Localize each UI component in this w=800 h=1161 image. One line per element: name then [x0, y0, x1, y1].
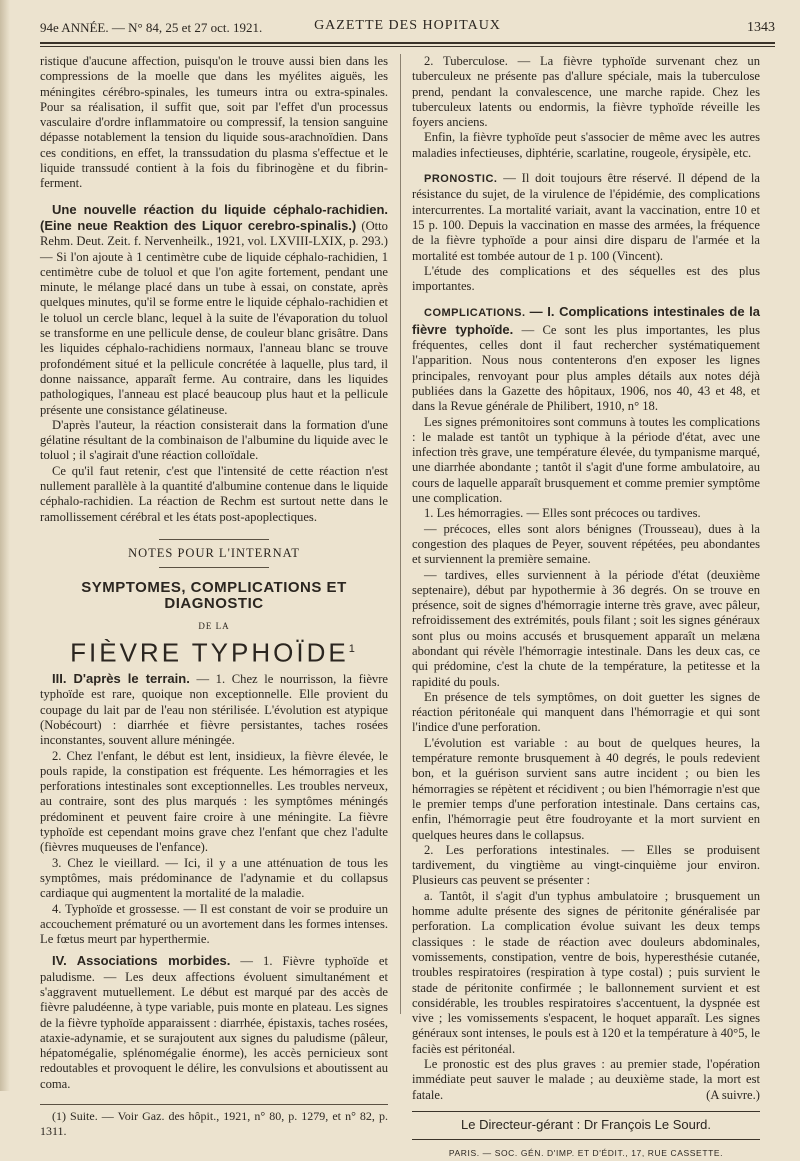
- paragraph-text: Le pronostic est des plus graves : au premier stade, l'opération immédiate peut sauver le malade ; au deuxième stade, la mort est fatale.: [412, 1057, 760, 1102]
- journal-title: GAZETTE DES HOPITAUX: [314, 18, 501, 33]
- paragraph: ristique d'aucune affection, puisqu'on le trouve aussi bien dans les compressions de la moelle que dans les myélites aiguës, les méningites cérébro-spinales, les tumeurs intra ou extra-spinales. Pour sa réalisation, il suffit que, soit par l'effet d'un processus vasculaire d'ordre inflammatoire ou compressif, la tension sanguine dépasse notablement la tension du liquide sous-arachnoïdien. Dans ces conditions, en effet, la transsudation du plasma s'effectue et le liquide transsudé contient à la fois du fibrinogène et du fibrin-ferment.: [40, 54, 388, 191]
- paragraph: [40, 671, 388, 748]
- paragraph-text: — 1. Chez le nourrisson, la fièvre typhoïde est rare, quoique non exceptionnelle. Elle provient du coupage du lait par de l'eau non stérilisée. L'évolution est atypique (Nobécourt) : diarrhée et fièvre persistantes, taches rosées inconstantes, souvent allure méningée.: [40, 672, 388, 748]
- footnote: (1) Suite. — Voir Gaz. des hôpit., 1921, n° 80, p. 1279, et n° 82, p. 1311.: [40, 1109, 388, 1139]
- paragraph-text: — 1. Fièvre typhoïde et paludisme. — Les deux affections évoluent simultanément et s'aggravent mutuellement. Le début est marqué par des accès de fièvre paludéenne, à type variable, puis monte en plateau. Les signes de la fièvre typhoïde apparaissent : diarrhée, épistaxis, taches rosées, ataxie-adynamie, et se surajoutent aux signes du paludisme (pâleur, hépatomégalie, splénomégalie énorme), les accès pernicieux sont redoutables et provoquent le délire, les convulsions et aboutissent au coma.: [40, 954, 388, 1091]
- paragraph: Ce qu'il faut retenir, c'est que l'intensité de cette réaction n'est nullement parallèle à la quantité d'albumine contenue dans le liquide céphalo-rachidien. La réaction de Rechm est surtout nette dans le ramollissement cérébral et les états post-apoplectiques.: [40, 463, 388, 524]
- article-subtitle: DE LA: [198, 620, 230, 631]
- paragraph: — tardives, elles surviennent à la période d'état (deuxième septenaire), début par hypothermie à 36 degrés. On se trouve en présence, soit de signes d'hémorragie interne très grave, avec pâleur, refroidissement des extrémités, pouls filant ; soit les signes généraux sont plus ou moins accusés et brusquement apparaît un melæna abondant qui révèle l'hémorragie intestinale. Dans les deux cas, ce qui prédomine, c'est la chute de la température, la petitesse et la rapidité du pouls.: [412, 567, 760, 689]
- section-rule: [159, 567, 269, 568]
- paragraph: En présence de tels symptômes, on doit guetter les signes de réaction péritonéale qui manquent dans l'hémorragie et qui sont l'indice d'une perforation.: [412, 689, 760, 735]
- paragraph: [412, 304, 760, 414]
- director-name: Le Directeur-gérant : Dr François Le Sourd.: [461, 1116, 711, 1132]
- paragraph: [412, 171, 760, 264]
- footnote-rule: [40, 1104, 388, 1105]
- paragraph: L'évolution est variable : au bout de quelques heures, la température remonte brusquement à 40 degrés, le pouls redevient bon, et la guérison survient sans autre incident ; ou bien les hémorragies se répètent et récidivent ; ou bien l'hémorragie n'est que le premier temps d'une perforation intestinale. Dans certains cas, enfin, l'hémorragie peut être foudroyante et la mort survient en quelques heures dans le collapsus.: [412, 735, 760, 842]
- article-reaction: [40, 202, 388, 418]
- header-rule: [40, 46, 775, 47]
- article-title: SYMPTOMES, COMPLICATIONS ET DIAGNOSTIC: [81, 579, 347, 612]
- columns: [40, 54, 775, 1159]
- page-header: [40, 14, 775, 44]
- column-divider: [400, 54, 401, 1014]
- to-be-continued: (A suivre.): [706, 1087, 760, 1102]
- page-number: 1343: [747, 20, 775, 35]
- section-rule: [159, 539, 269, 540]
- page-binding-shadow: [0, 0, 10, 1091]
- paragraph: 4. Typhoïde et grossesse. — Il est constant de voir se produire un accouchement prématuré ou un avortement dans les formes intenses. Le fœtus meurt par hyperthermie.: [40, 901, 388, 947]
- main-title-text: FIÈVRE TYPHOÏDE: [70, 637, 349, 668]
- paragraph: L'étude des complications et des séquelles est des plus importantes.: [412, 263, 760, 294]
- paragraph: — Si l'on ajoute à 1 centimètre cube de liquide céphalo-rachidien, 1 centimètre cube de toluol et que l'on agite fortement, pendant une minute, le mélange placé dans un tube à essai, on constate, après quelques minutes, qu'il se forme entre le liquide céphalo-rachidien et le toluol un cercle blanc, lequel à la suite de l'évaporation du toluol se transforme en une pellicule dense, de couleur blanc grisâtre. Dans les liquides céphalo-rachidiens normaux, l'anneau blanc se trouve profondément situé et la pellicule concrétée à laquelle, plus tard, il donne naissance, apparaît ferme. Au contraire, dans les liquides pathologiques, l'anneau est placé beaucoup plus haut et la pellicule présente une consistance gélatineuse.: [40, 249, 388, 417]
- paragraph: D'après l'auteur, la réaction consisterait dans la formation d'une gélatine résultant de la combinaison de l'albumine du liquide avec le toluol ; il s'agirait d'une réaction colloïdale.: [40, 417, 388, 463]
- paragraph: — précoces, elles sont alors bénignes (Trousseau), dues à la congestion des plaques de Peyer, souvent répétées, peu abondantes et surviennent la première semaine.: [412, 521, 760, 567]
- issue-info: 94e ANNÉE. — N° 84, 25 et 27 oct. 1921.: [40, 20, 263, 35]
- paragraph: 2. Les perforations intestinales. — Elles se produisent tardivement, du vingtième au vingt-cinquième jour environ. Plusieurs cas peuvent se présenter :: [412, 842, 760, 888]
- paragraph: [40, 953, 388, 1092]
- article-reference: (Otto Rehm. Deut. Zeit. f. Nervenheilk., 1921, vol. LXVIII-LXIX, p. 293.): [40, 218, 388, 249]
- right-column: [412, 54, 760, 1159]
- subsection-title: III. D'après le terrain.: [52, 671, 190, 687]
- subsection-title: IV. Associations morbides.: [52, 953, 231, 969]
- section-label: PRONOSTIC.: [424, 173, 498, 186]
- footnote-marker: 1: [348, 643, 358, 656]
- paragraph-text: — Il doit toujours être réservé. Il dépend de la résistance du sujet, de la virulence de l'épidémie, des complications intercurrentes. La mortalité variait, avant la vaccination, entre 10 et 15 p. 100. Depuis la vaccination en masse des armées, la fréquence de la fièvre typhoïde a pour ainsi dire disparu de l'armée et la mortalité est tombée autour de 1 p. 100 (Vincent).: [412, 171, 760, 263]
- paragraph: 2. Tuberculose. — La fièvre typhoïde survenant chez un tuberculeux ne présente pas d'allure spéciale, mais la tuberculose prend, pendant la convalescence, une marche rapide. Chez les tuberculeux latents ou endormis, la fièvre typhoïde réveille les foyers anciens.: [412, 54, 760, 130]
- article-main-title: [40, 637, 388, 668]
- paragraph: 2. Chez l'enfant, le début est lent, insidieux, la fièvre élevée, le pouls rapide, la constipation est fréquente. Les hémorragies et les perforations intestinales sont exceptionnelles. Les troubles nerveux, au contraire, sont des plus marqués : les symptômes méningés prédominent et peuvent faire croire à une méningite. La fièvre typhoïde est cependant moins grave chez l'enfant que chez l'adulte (fièvres muqueuses de l'enfance).: [40, 748, 388, 855]
- paragraph: Les signes prémonitoires sont communs à toutes les complications : le malade est tantôt un typhique à la période d'état, avec une infection très grave, une température élevée, du tympanisme marqué, une diarrhée abondante ; tantôt il s'agit d'une forme ambulatoire, au cours de laquelle apparaît brusquement et comme premier symptôme une complication.: [412, 414, 760, 506]
- newspaper-page: [40, 14, 775, 1159]
- article-title: Une nouvelle réaction du liquide céphalo-rachidien. (Eine neue Reaktion des Liquor cerebro-spinalis.): [40, 201, 388, 233]
- section-label: COMPLICATIONS.: [424, 307, 526, 320]
- paragraph-text: — Ce sont les plus importantes, les plus fréquentes, celles dont il faut rechercher systématiquement l'apparition. Nous nous contenterons d'en exposer les lignes principales, renvoyant pour plus amples détails aux notes déjà publiées dans la Gazette des hôpitaux, 1906, nos 40, 43 et 48, et dans la Revue générale de Philibert, 1910, n° 18.: [412, 322, 760, 414]
- section-title: NOTES POUR L'INTERNAT: [128, 545, 300, 560]
- paragraph: [412, 1057, 760, 1103]
- paragraph: Enfin, la fièvre typhoïde peut s'associer de même avec les autres maladies infectieuses, diphtérie, scarlatine, rougeole, érysipèle, etc.: [412, 130, 760, 160]
- printer-line: PARIS. — SOC. GÉN. D'IMP. ET D'ÉDIT., 17, RUE CASSETTE.: [412, 1139, 760, 1161]
- subsection-title: — I. Complications intestinales de la fièvre typhoïde.: [412, 304, 760, 337]
- left-column: [40, 54, 388, 1139]
- paragraph: a. Tantôt, il s'agit d'un typhus ambulatoire ; brusquement un homme adulte présente des signes de péritonite généralisée par perforation. La complication évolue suivant les deux temps classiques : le stade de réaction avec douleurs abdominales, vomissements, constipation, ventre de bois, hyperesthésie cutanée, troubles respiratoires (respiration à type costal) ; puis survient le stade de péritonite confirmée ; le ballonnement survient et est considérable, les troubles respiratoires s'accentuent, la dyspnée est vive ; les vomissements s'espacent, le hoquet apparaît. Les signes généraux sont intenses, le pouls est à 120 et la température à 40°5, le faciès est péritonéal.: [412, 888, 760, 1056]
- director-line: [412, 1111, 760, 1132]
- paragraph: 3. Chez le vieillard. — Ici, il y a une atténuation de tous les symptômes, mais prédominance de l'adynamie et du collapsus cardiaque qui augmentent la mortalité de la maladie.: [40, 855, 388, 901]
- paragraph: 1. Les hémorragies. — Elles sont précoces ou tardives.: [424, 506, 701, 521]
